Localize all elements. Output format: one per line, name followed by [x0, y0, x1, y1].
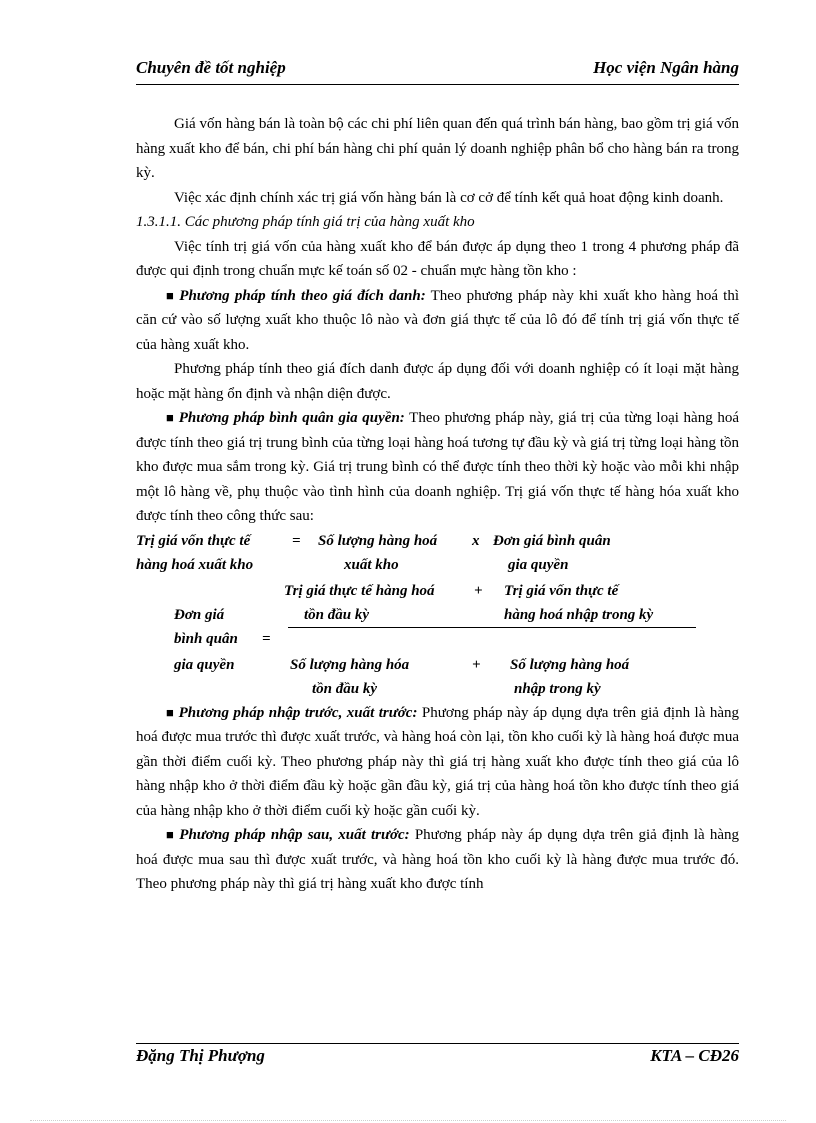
section-heading: 1.3.1.1. Các phương pháp tính giá trị của hàng xuất kho [136, 214, 475, 230]
method-text: Phương pháp này áp dụng dựa trên giả định là hàng hoá được mua sau thì được xuất trước, và hàng hoá tồn kho cuối kỳ là hàng được mua trước đó. Theo phương pháp này thì giá trị hàng xuất kho được tính [136, 827, 739, 892]
method-fifo [136, 701, 739, 824]
footer-author: Đặng Thị Phượng [136, 1046, 265, 1065]
formula-term: hàng hoá xuất kho [136, 556, 254, 573]
formula-term: gia quyền [508, 556, 569, 573]
formula-operator: = [262, 630, 271, 647]
formula-operator: x [472, 532, 480, 549]
header-thesis-title: Chuyên đề tốt nghiệp [136, 58, 286, 77]
bullet-icon: ■ [166, 827, 176, 842]
document-body [136, 112, 739, 897]
method-lifo [136, 823, 739, 897]
formula-operator: = [292, 532, 301, 549]
formula-term: gia quyền [174, 656, 235, 673]
method-title: Phương pháp bình quân gia quyền: [178, 410, 405, 426]
method-text: Phương pháp này áp dụng dựa trên giả định là hàng hoá được mua trước thì được xuất trước, và hàng hoá còn lại, tồn kho cuối kỳ là hàng hoá được mua gần thời điểm cuối kỳ. Theo phương pháp này thì giá trị hàng xuất kho được tính theo giá của lô hàng nhập kho ở thời điểm đầu kỳ hoặc gần đầu kỳ, giá trị của hàng hoá tồn kho được tính theo giá của hàng nhập kho ở thời điểm cuối kỳ hoặc gần cuối kỳ. [136, 704, 739, 819]
page-footer [136, 1043, 739, 1072]
formula-term: Số lượng hàng hoá [510, 656, 630, 673]
formula-term: Số lượng hàng hoá [318, 532, 438, 549]
bullet-icon: ■ [166, 410, 175, 425]
method-specific-identification [136, 284, 739, 358]
paragraph: Việc xác định chính xác trị giá vốn hàng bán là cơ cở để tính kết quả hoat động kinh doanh. [174, 189, 724, 206]
footer-class-code: KTA – CĐ26 [650, 1046, 739, 1065]
paragraph: Phương pháp tính theo giá đích danh được áp dụng đối với doanh nghiệp có ít loại mặt hàng hoặc mặt hàng ổn định và nhận diện được. [136, 361, 739, 402]
method-text: Theo phương pháp này, giá trị của từng loại hàng hoá được tính theo giá trị trung bình của từng loại hàng hoá tương tự đầu kỳ và giá trị từng loại hàng tồn kho được mua sắm trong kỳ. Giá trị trung bình có thể được tính theo thời kỳ hoặc vào mỗi khi nhập một lô hàng về, phụ thuộc vào tình hình của doanh nghiệp. Trị giá vốn thực tế hàng hóa xuất kho được tính theo công thức sau: [136, 410, 739, 524]
formula-term: Trị giá vốn thực tế [504, 582, 619, 599]
bullet-icon: ■ [166, 287, 176, 303]
formula-operator: + [474, 582, 483, 599]
formula-term: bình quân [174, 630, 238, 647]
paragraph: Giá vốn hàng bán là toàn bộ các chi phí liên quan đến quá trình bán hàng, bao gồm trị giá vốn hàng xuất kho để bán, chi phí bán hàng chi phí quản lý doanh nghiệp phân bổ cho hàng bán ra trong kỳ. [136, 116, 739, 181]
method-title: Phương pháp nhập trước, xuất trước: [178, 704, 418, 721]
formula-term: tồn đầu kỳ [312, 680, 378, 697]
formula-term: hàng hoá nhập trong kỳ [504, 606, 654, 623]
paragraph: Việc tính trị giá vốn của hàng xuất kho để bán được áp dụng theo 1 trong 4 phương pháp đã được qui định trong chuẩn mực kế toán số 02 - chuẩn mực hàng tồn kho : [136, 238, 739, 279]
page-bottom-rule [30, 1120, 786, 1121]
method-title: Phương pháp nhập sau, xuất trước: [179, 827, 410, 843]
formula-term: Đơn giá [174, 606, 225, 623]
formula-term: xuất kho [344, 556, 399, 573]
method-title: Phương pháp tính theo giá đích danh: [179, 287, 426, 304]
method-weighted-average [136, 406, 739, 529]
formula-operator: + [472, 656, 481, 673]
formula-term: tồn đầu kỳ [304, 606, 370, 623]
fraction-bar [288, 627, 696, 628]
page-header [136, 58, 739, 85]
formula-term: Trị giá vốn thực tế [136, 532, 251, 549]
header-institution: Học viện Ngân hàng [593, 58, 739, 77]
formula-term: nhập trong kỳ [514, 680, 601, 697]
method-text: Theo phương pháp này khi xuất kho hàng hoá thì căn cứ vào số lượng xuất kho thuộc lô nào và đơn giá thực tế của lô đó để tính trị giá vốn thực tế của hàng xuất kho. [136, 287, 739, 353]
bullet-icon: ■ [166, 704, 175, 720]
formula-term: Trị giá thực tế hàng hoá [284, 582, 435, 599]
formula-term: Đơn giá bình quân [493, 532, 611, 549]
formula-term: Số lượng hàng hóa [290, 656, 410, 673]
cost-formula [136, 529, 739, 701]
